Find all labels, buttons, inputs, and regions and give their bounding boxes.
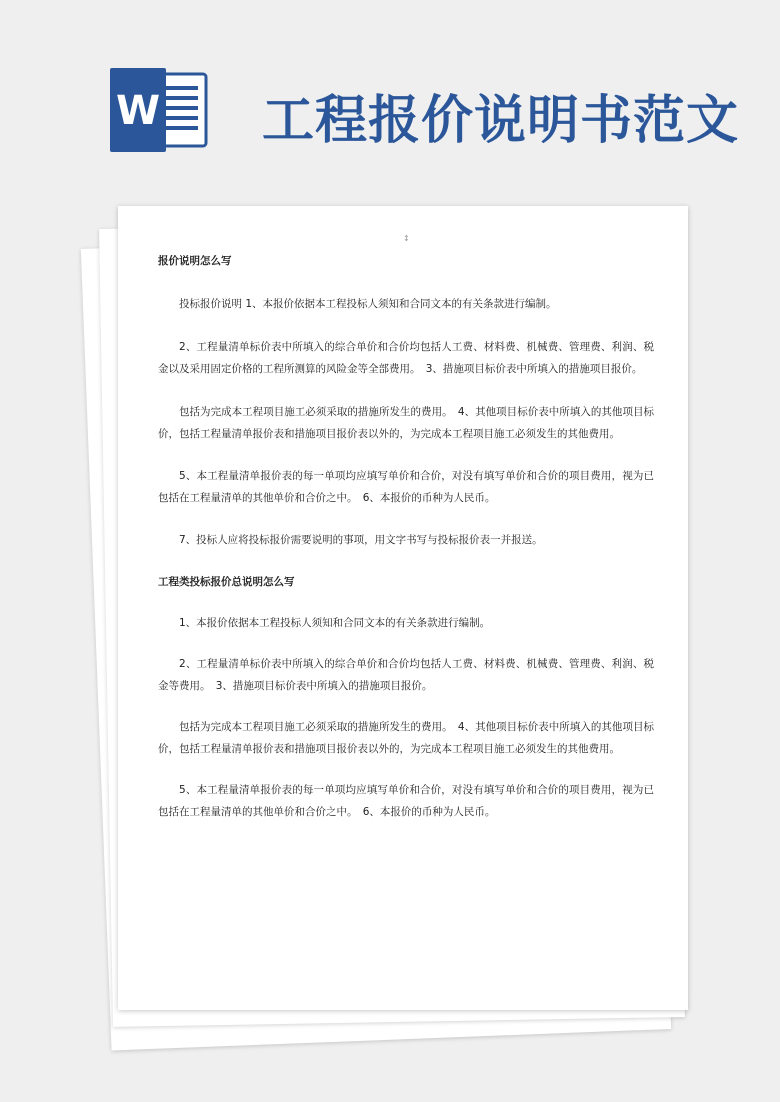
paragraph: 2、工程量清单标价表中所填入的综合单价和合价均包括人工费、材料费、机械费、管理费、利润、税金等费用。 3、措施项目标价表中所填入的措施项目报价。 — [158, 658, 654, 692]
paragraph-marker: ↕ — [403, 234, 410, 243]
paragraph: 包括为完成本工程项目施工必须采取的措施所发生的费用。 4、其他项目标价表中所填入的其他项目标价，包括工程量清单报价表和措施项目报价表以外的，为完成本工程项目施工必须发生的其他费用。 — [158, 721, 654, 755]
paragraph: 投标报价说明 1、本报价依据本工程投标人须知和合同文本的有关条款进行编制。 — [179, 298, 557, 310]
paragraph: 5、本工程量清单报价表的每一单项均应填写单价和合价，对没有填写单价和合价的项目费用，视为已包括在工程量清单的其他单价和合价之中。 6、本报价的币种为人民币。 — [158, 784, 654, 818]
word-icon — [108, 68, 208, 152]
document-page — [118, 206, 688, 1010]
paragraph: 包括为完成本工程项目施工必须采取的措施所发生的费用。 4、其他项目标价表中所填入的其他项目标价，包括工程量清单报价表和措施项目报价表以外的，为完成本工程项目施工必须发生的其他费用。 — [158, 406, 654, 440]
word-icon-letter: W — [115, 88, 161, 134]
section-heading: 工程类投标报价总说明怎么写 — [158, 576, 295, 588]
header — [0, 0, 780, 200]
paragraph: 1、本报价依据本工程投标人须知和合同文本的有关条款进行编制。 — [179, 617, 491, 629]
paragraph: 7、投标人应将投标报价需要说明的事项，用文字书写与投标报价表一并报送。 — [179, 534, 543, 546]
section-heading: 报价说明怎么写 — [158, 255, 232, 267]
document-content — [158, 250, 654, 823]
page-title: 工程报价说明书范文 — [262, 90, 740, 151]
paragraph: 2、工程量清单标价表中所填入的综合单价和合价均包括人工费、材料费、机械费、管理费、利润、税金以及采用固定价格的工程所测算的风险金等全部费用。 3、措施项目标价表中所填入的措施项目报价。 — [158, 341, 654, 375]
paragraph: 5、本工程量清单报价表的每一单项均应填写单价和合价，对没有填写单价和合价的项目费用，视为已包括在工程量清单的其他单价和合价之中。 6、本报价的币种为人民币。 — [158, 470, 654, 504]
